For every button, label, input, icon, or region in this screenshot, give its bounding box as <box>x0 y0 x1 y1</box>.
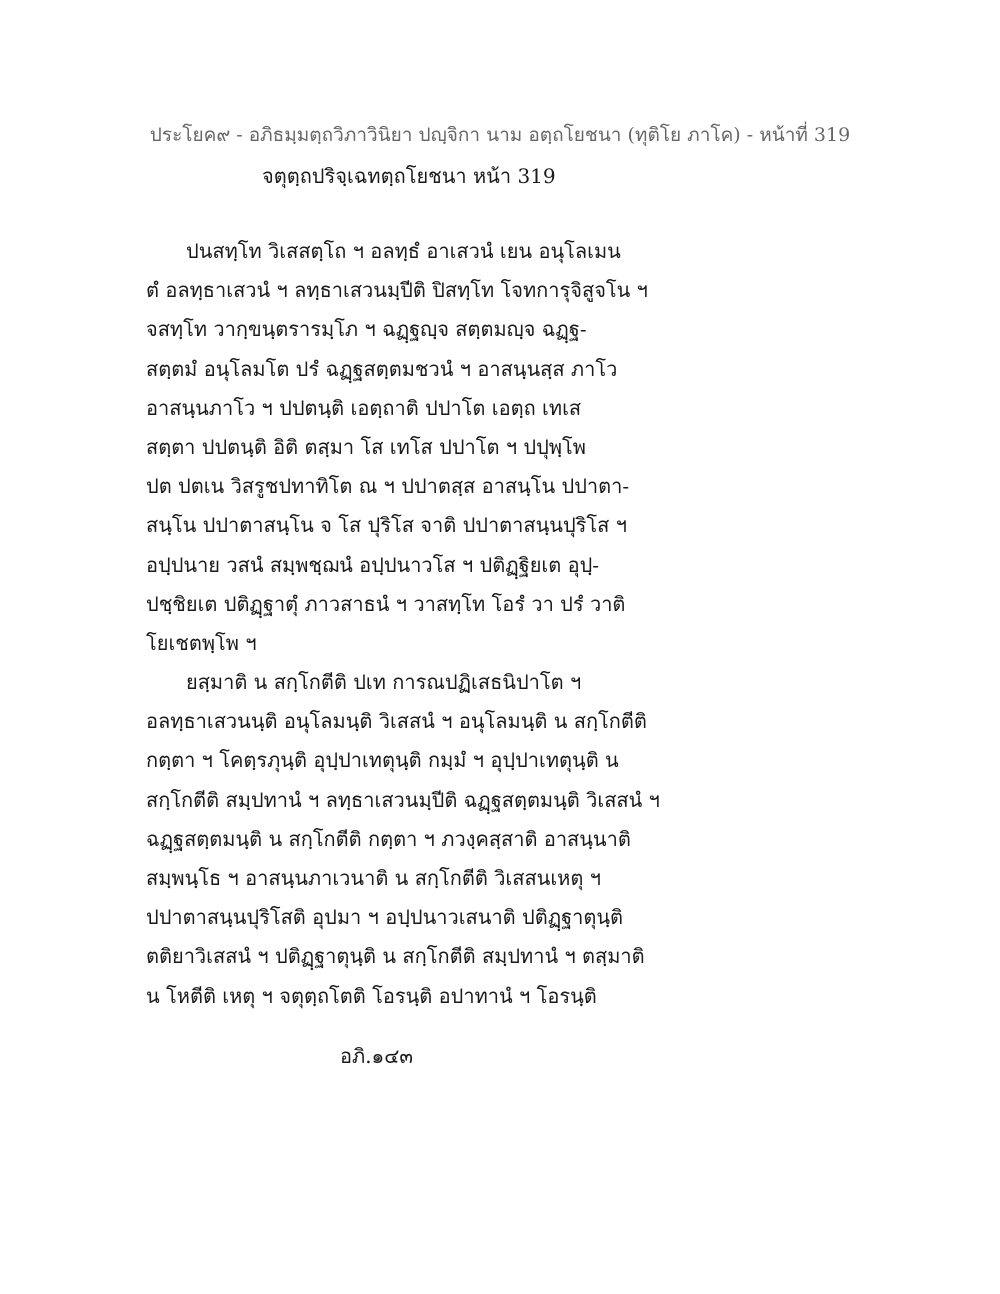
page-signature: อภิ.๑๔๓ <box>340 1044 414 1068</box>
text-line: ตติยาวิเสสนํ ฯ ปติฏฺฐาตุนฺติ น สกฺโกตีติ สมฺปทานํ ฯ ตสฺมาติ <box>146 944 645 969</box>
text-line: ปต ปตเน วิสรูชปทาทิโต ณ ฯ ปปาตสฺส อาสนฺโน ปปาตา- <box>146 474 630 499</box>
running-header-text: ประโยค๙ - อภิธมฺมตฺถวิภาวินิยา ปญฺจิกา นาม อตฺถโยชนา (ทุติโย ภาโค) - หน้าที่ 319 <box>149 124 851 146</box>
text-line: ตํ อลทฺธาเสวนํ ฯ ลทฺธาเสวนมฺปีติ ปิสทฺโท โจทการุจิสูจโน ฯ <box>146 278 648 303</box>
text-line: สกฺโกตีติ สมฺปทานํ ฯ ลทฺธาเสวนมฺปีติ ฉฏฺฐสตฺตมนฺติ วิเสสนํ ฯ <box>146 787 660 812</box>
running-header <box>0 120 1000 150</box>
text-line: กตฺตา ฯ โคตฺรภุนฺติ อุปฺปาเทตุนฺติ กมฺมํ ฯ อุปฺปาเทตุนฺติ น <box>146 748 619 773</box>
text-line: ยสฺมาติ น สกฺโกตีติ ปเท การณปฏิเสธนิปาโต ฯ <box>186 670 582 695</box>
text-line: สมฺพนฺโธ ฯ อาสนฺนภาเวนาติ น สกฺโกตีติ วิเสสนเหตุ ฯ <box>146 866 601 890</box>
text-line: อลทฺธาเสวนนฺติ อนุโลมนฺติ วิเสสนํ ฯ อนุโลมนฺติ น สกฺโกตีติ <box>146 709 647 734</box>
body-text <box>146 232 706 1016</box>
text-line: ปนสทฺโท วิเสสตฺโถ ฯ อลทฺธํ อาเสวนํ เยน อนุโลเมน <box>186 239 621 263</box>
text-line: อาสนฺนภาโว ฯ ปปตนฺติ เอตฺถาติ ปปาโต เอตฺถ เทเส <box>146 395 582 420</box>
text-line: จสทฺโท วากฺขนฺตรารมฺโภ ฯ ฉฏฺฐญฺจ สตฺตมญฺจ ฉฏฺฐ- <box>146 317 587 342</box>
text-line: สตฺตมํ อนุโลมโต ปรํ ฉฏฺฐสตฺตมชวนํ ฯ อาสนฺนสฺส ภาโว <box>146 356 618 381</box>
text-line: ปปาตาสนฺนปุริโสติ อุปมา ฯ อปฺปนาวเสนาติ ปติฏฺฐาตุนฺติ <box>146 905 624 930</box>
text-line: น โหตีติ เหตุ ฯ จตุตฺถโตติ โอรนฺติ อปาทานํ ฯ โอรนฺติ <box>146 983 597 1008</box>
text-line: สตฺตา ปปตนฺติ อิติ ตสฺมา โส เทโส ปปาโต ฯ ปปุพฺโพ <box>146 434 586 459</box>
text-line: ฉฏฺฐสตฺตมนฺติ น สกฺโกตีติ กตฺตา ฯ ภวงฺคสฺสาติ อาสนฺนาติ <box>146 826 631 851</box>
text-line: สนฺโน ปปาตาสนฺโน จ โส ปุริโส จาติ ปปาตาสนฺนปุริโส ฯ <box>146 513 627 538</box>
text-line: โยเชตพฺโพ ฯ <box>146 630 257 655</box>
text-line: ปชฺชิยเต ปติฏฺฐาตุํ ภาวสาธนํ ฯ วาสทฺโท โอรํ วา ปรํ วาติ <box>146 591 626 616</box>
text-line: อปฺปนาย วสนํ สมฺพชฺฌนํ อปฺปนาวโส ฯ ปติฏฺฐิยเต อุปฺ- <box>146 552 600 577</box>
section-title: จตุตฺถปริจฺเฉทตฺถโยชนา หน้า 319 <box>262 164 556 188</box>
